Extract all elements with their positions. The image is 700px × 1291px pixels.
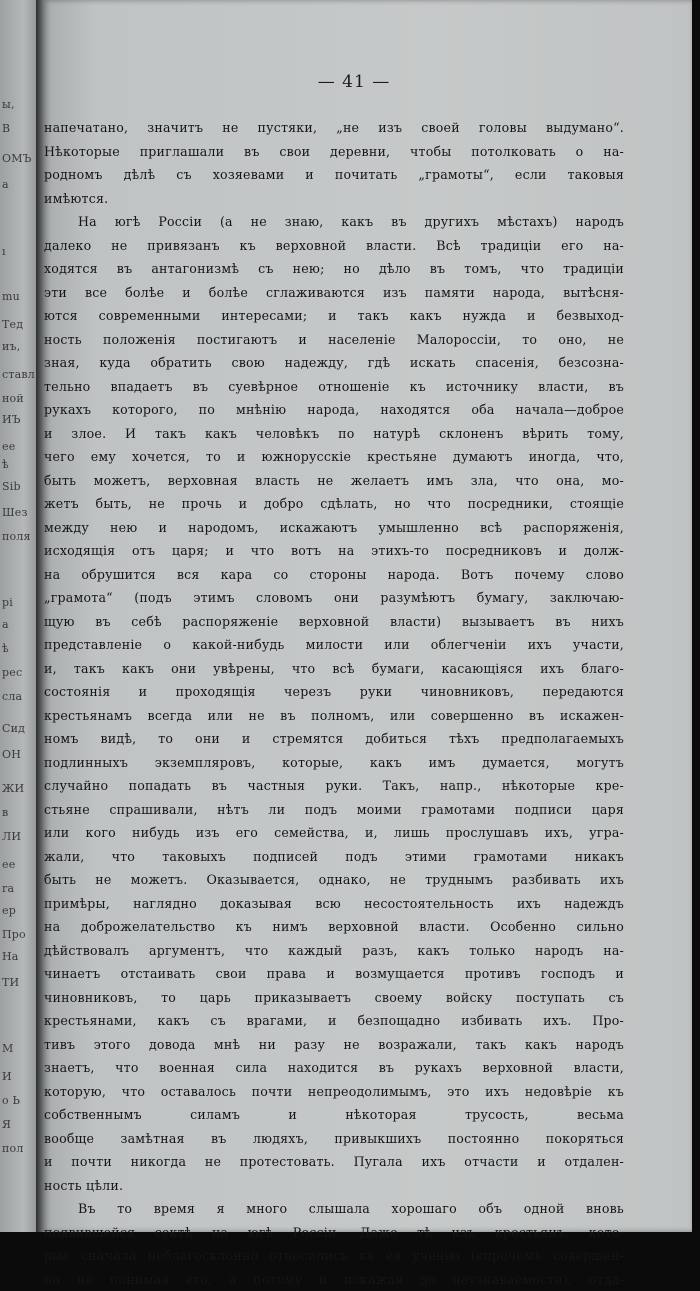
text-line: крестьянами, какъ съ врагами, и безпощадно избивать ихъ. Про- (44, 1009, 624, 1033)
text-line: случайно попадать въ частныя руки. Такъ, напр., нѣкоторые кре- (44, 774, 624, 798)
text-line: и, такъ какъ они увѣрены, что всѣ бумаги, касающіяся ихъ благо- (44, 657, 624, 681)
text-line: ются современными интересами; и такъ какъ нужда и безвыход- (44, 304, 624, 328)
text-line: вообще замѣтная въ людяхъ, привыкшихъ постоянно покоряться (44, 1127, 624, 1151)
facing-page-fragment: pi (2, 596, 13, 609)
facing-page-fragment: ОМЪ (2, 152, 32, 165)
facing-page-fragment: ЖИ (2, 782, 24, 795)
facing-page-fragment: ee (2, 440, 15, 453)
text-line: рукахъ которого, по мнѣнію народа, находятся оба начала—доброе (44, 398, 624, 422)
text-line: далеко не привязанъ къ верховной власти. Всѣ традиціи его на- (44, 234, 624, 258)
text-line: зная, куда обратить свою надежду, гдѣ искать спасенія, безсозна- (44, 351, 624, 375)
text-line: жали, что таковыхъ подписей подъ этими грамотами никакъ (44, 845, 624, 869)
facing-page-fragment: B (2, 122, 10, 135)
text-line: исходящія отъ царя; и что вотъ на этихъ-то посредниковъ и долж- (44, 539, 624, 563)
book-page (44, 0, 692, 1232)
text-line: номъ видѣ, то они и стремятся добиться тѣхъ предполагаемыхъ (44, 727, 624, 751)
text-line: На югѣ Россіи (а не знаю, какъ въ другихъ мѣстахъ) народъ (44, 210, 624, 234)
facing-page-fragment: ee (2, 858, 15, 871)
text-line: родномъ дѣлѣ съ хозяевами и почитать „грамоты“, если таковыя (44, 163, 624, 187)
facing-page-fragment: пол (2, 1142, 24, 1155)
facing-page-fragment: ı (2, 245, 6, 258)
text-line: Нѣкоторые приглашали въ свои деревни, чтобы потолковать о на- (44, 140, 624, 164)
text-line: Въ то время я много слышала хорошаго объ одной вновь (44, 1197, 624, 1221)
facing-page-fragment: ы, (2, 98, 15, 111)
text-line: крестьянамъ всегда или не въ полномъ, или совершенно въ искажен- (44, 704, 624, 728)
facing-page-fragment: о Ь (2, 1094, 20, 1107)
text-line: тивъ этого довода мнѣ ни разу не возражали, такъ какъ народъ (44, 1033, 624, 1057)
facing-page-fragment: рес (2, 666, 22, 679)
text-line: ность положенія постигаютъ и населеніе Малороссіи, то оно, не (44, 328, 624, 352)
facing-page-fragment: ставл (2, 368, 35, 381)
text-line: дѣйствовалъ аргументъ, что каждый разъ, какъ только народъ на- (44, 939, 624, 963)
text-line: „грамота“ (подъ этимъ словомъ они разумѣютъ бумагу, заключаю- (44, 586, 624, 610)
facing-page-fragment: ep (2, 904, 16, 917)
photo-edge (692, 0, 700, 1232)
text-line: рые сначала неблагосклонно относились къ ея ученію (впрочемъ совершен- (44, 1244, 624, 1268)
facing-page-fragment: И (2, 1070, 12, 1083)
facing-page-fragment: в (2, 806, 8, 819)
facing-page-fragment: иъ, (2, 340, 20, 353)
text-line: быть не можетъ. Оказывается, однако, не труднымъ разбивать ихъ (44, 868, 624, 892)
text-line: жетъ быть, не прочь и добро сдѣлать, но что посредники, стоящіе (44, 492, 624, 516)
text-line: на обрушится вся кара со стороны народа. Вотъ почему слово (44, 563, 624, 587)
facing-page-fragment: Про (2, 928, 26, 941)
text-line: но не понимая его, а потому и искажая до неузнаваемости), отда- (44, 1268, 624, 1291)
text-line: эти все болѣе и болѣе сглаживаются изъ памяти народа, вытѣсня- (44, 281, 624, 305)
text-line: чего ему хочется, то и южнорусскіе крестьяне думаютъ иногда, что, (44, 445, 624, 469)
text-line: состоянія и проходящія черезъ руки чиновниковъ, передаются (44, 680, 624, 704)
text-line: или кого нибудь изъ его семейства, и, лишь прослушавъ ихъ, угра- (44, 821, 624, 845)
text-line: ность цѣли. (44, 1174, 624, 1198)
facing-page-fragment: ѣ (2, 642, 9, 655)
facing-page-fragment: ТИ (2, 976, 19, 989)
facing-page-fragment: поля (2, 530, 31, 543)
text-line: щую въ себѣ распоряженіе верховной власти) вызываетъ въ нихъ (44, 610, 624, 634)
facing-page-fragment: ИЪ (2, 413, 21, 426)
facing-page-fragment: Сид (2, 722, 25, 735)
text-line: напечатано, значитъ не пустяки, „не изъ своей головы выдумано“. (44, 116, 624, 140)
text-line: тельно впадаетъ въ суевѣрное отношеніе къ источнику власти, въ (44, 375, 624, 399)
facing-page-fragment: ra (2, 882, 14, 895)
facing-page-fragment: Шез (2, 506, 28, 519)
facing-page-fragment: сла (2, 690, 22, 703)
facing-page-fragment: Тед (2, 318, 23, 331)
page-number: — 41 — (44, 72, 664, 92)
facing-page-fragment: Sib (2, 480, 21, 493)
text-line: на доброжелательство къ нимъ верховной власти. Особенно сильно (44, 915, 624, 939)
text-line: знаетъ, что военная сила находится въ рукахъ верховной власти, (44, 1056, 624, 1080)
text-line: собственнымъ силамъ и нѣкоторая трусость, весьма (44, 1103, 624, 1127)
text-line: имѣются. (44, 187, 624, 211)
text-line: стьяне спрашивали, нѣтъ ли подъ моими грамотами подписи царя (44, 798, 624, 822)
text-line: и почти никогда не протестовать. Пугала ихъ отчасти и отдален- (44, 1150, 624, 1174)
text-line: ходятся въ антагонизмѣ съ нею; но дѣло въ томъ, что традиціи (44, 257, 624, 281)
facing-page-edge (0, 0, 40, 1232)
text-line: и злое. И такъ какъ человѣкъ по натурѣ склоненъ вѣрить тому, (44, 422, 624, 446)
facing-page-fragment: ЛИ (2, 830, 21, 843)
facing-page-fragment: OH (2, 748, 21, 761)
text-line: чинаетъ отстаивать свои права и возмущается противъ господъ и (44, 962, 624, 986)
facing-page-fragment: a (2, 618, 9, 631)
text-line: между нею и народомъ, искажаютъ умышленно всѣ распоряженія, (44, 516, 624, 540)
facing-page-fragment: a (2, 178, 9, 191)
facing-page-fragment: Я (2, 1118, 11, 1131)
text-line: чиновниковъ, то царь приказываетъ своему войску поступать съ (44, 986, 624, 1010)
facing-page-fragment: ной (2, 392, 24, 405)
facing-page-fragment: ѣ (2, 458, 9, 471)
text-line: появившейся сектѣ на югѣ Россіи. Даже тѣ изъ крестьянъ, кото- (44, 1221, 624, 1245)
facing-page-fragment: Ha (2, 950, 19, 963)
text-line: представленіе о какой-нибудь милости или облегченіи ихъ участи, (44, 633, 624, 657)
facing-page-fragment: mu (2, 290, 20, 303)
facing-page-fragment: M (2, 1042, 13, 1055)
body-text (44, 116, 624, 1291)
text-line: примѣры, наглядно доказывая всю несостоятельность ихъ надеждъ (44, 892, 624, 916)
text-line: быть можетъ, верховная власть не желаетъ имъ зла, что она, мо- (44, 469, 624, 493)
text-line: подлинныхъ экземпляровъ, которые, какъ имъ думается, могутъ (44, 751, 624, 775)
text-line: которую, что оставалось почти непреодолимымъ, это ихъ недовѣріе къ (44, 1080, 624, 1104)
